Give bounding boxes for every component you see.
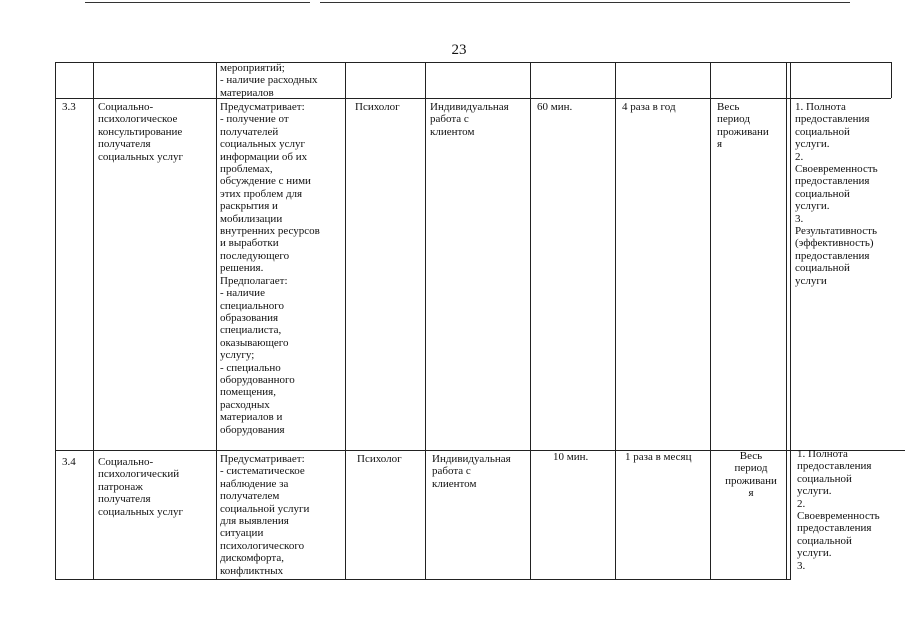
work-form: Индивидуальная работа с клиентом (430, 101, 509, 138)
frequency: 1 раза в месяц (625, 451, 692, 463)
duration: 60 мин. (537, 101, 573, 113)
grid-line (55, 62, 891, 63)
row-number: 3.3 (62, 101, 76, 113)
grid-line (345, 62, 346, 579)
work-form: Индивидуальная работа с клиентом (432, 453, 511, 490)
grid-line (786, 62, 787, 579)
grid-line (790, 62, 791, 579)
grid-line (55, 62, 56, 579)
service-name: Социально- психологический патронаж получателя социальных услуг (98, 456, 184, 518)
page-number: 23 (451, 42, 467, 58)
continuation-description: мероприятий; - наличие расходных материалов (220, 62, 318, 99)
grid-line (55, 579, 791, 580)
grid-line (710, 62, 711, 579)
quality-criteria: 1. Полнота предоставления социальной услуги. 2. Своевременность предоставления социальной услуги. 3. (797, 448, 880, 572)
page-top-rule (85, 2, 310, 3)
provision-period: Весь период проживани я (725, 450, 777, 500)
frequency: 4 раза в год (622, 101, 676, 113)
page-top-rule (320, 2, 850, 3)
grid-line (891, 62, 892, 98)
grid-line (93, 62, 94, 579)
duration: 10 мин. (553, 451, 589, 463)
service-name: Социально- психологическое консультирование получателя социальных услуг (98, 101, 184, 163)
grid-line (216, 62, 217, 579)
row-number: 3.4 (62, 456, 76, 468)
grid-line (425, 62, 426, 579)
quality-criteria: 1. Полнота предоставления социальной услуги. 2. Своевременность предоставления социальной услуги. 3. Результативность (эффективность) предоставления социальной услуги (795, 101, 878, 287)
grid-line (615, 62, 616, 579)
grid-line (530, 62, 531, 579)
specialist: Психолог (355, 101, 400, 113)
service-description: Предусматривает: - систематическое наблюдение за получателем социальной услуги для выявления ситуации психологического дискомфорта, конфликтных (220, 453, 310, 577)
service-description: Предусматривает: - получение от получателей социальных услуг информации об их проблемах, обсуждение с ними этих проблем для раскрытия и мобилизации внутренних ресурсов и выработки последующего решения. Предполагает: - наличие специального образования специалиста, оказывающего услугу; - специально оборудованного помещения, расходных материалов и оборудования (220, 101, 320, 436)
specialist: Психолог (357, 453, 402, 465)
grid-line (55, 98, 891, 99)
provision-period: Весь период проживани я (717, 101, 769, 151)
